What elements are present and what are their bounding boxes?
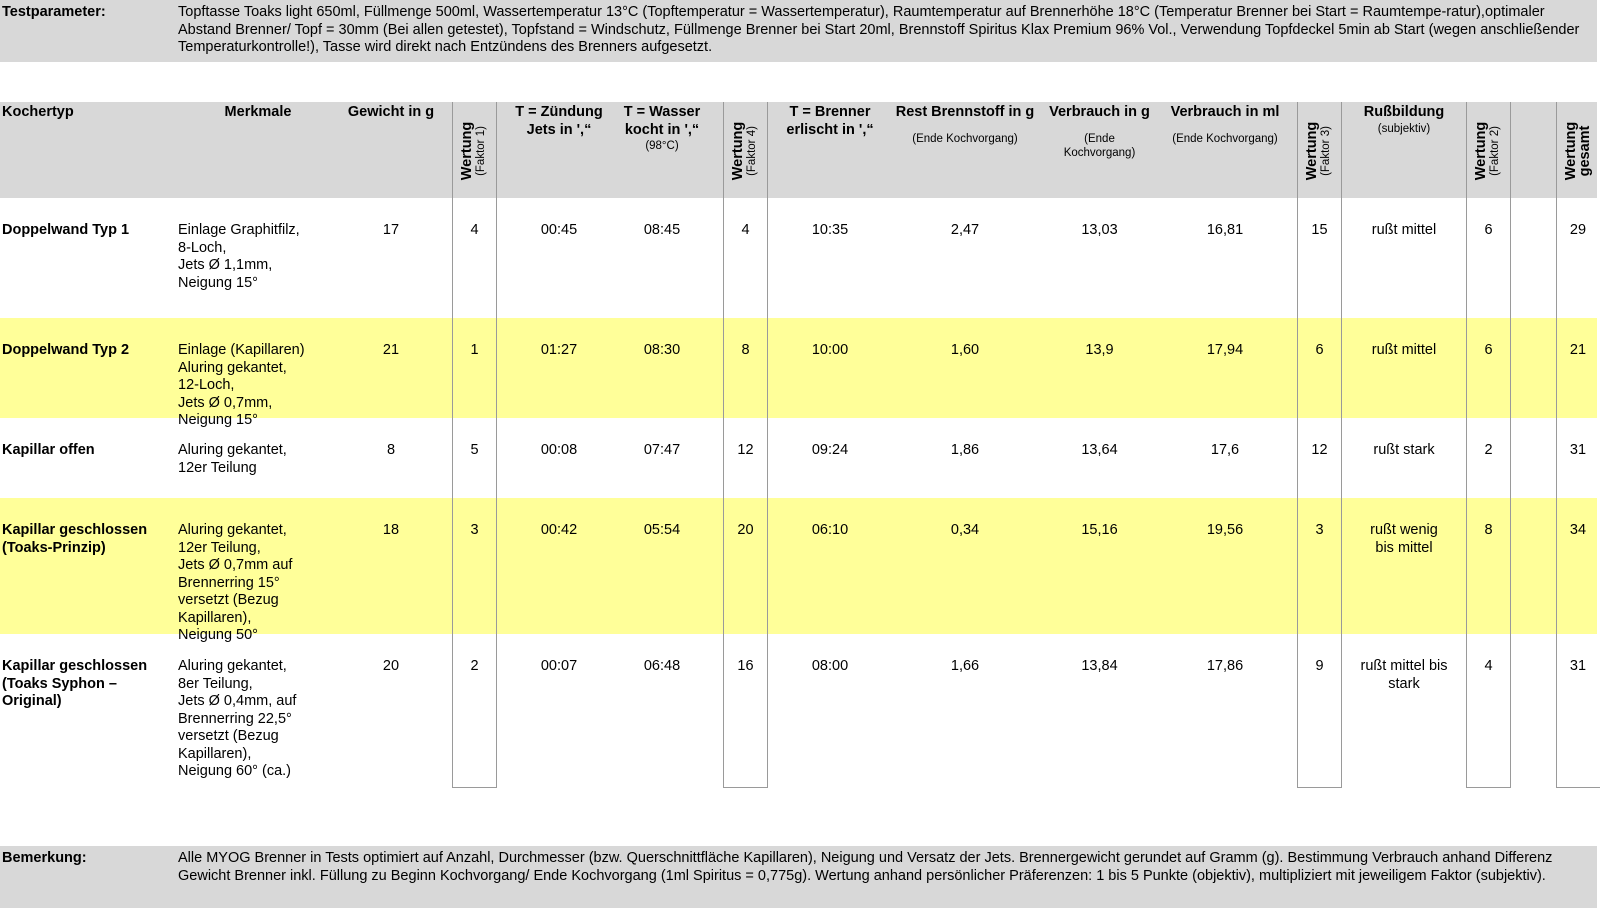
erlischt-cell: 06:10 [811, 522, 849, 538]
wertung-f1-cell: 1 [470, 342, 479, 358]
gewicht-cell: 21 [382, 342, 400, 358]
wertung-f3-cell: 3 [1315, 522, 1324, 538]
rest-cell: 1,60 [950, 342, 980, 358]
verbrauch-ml-cell: 17,94 [1206, 342, 1244, 358]
wertung-factor: (Faktor 2) [1489, 126, 1501, 176]
header-rest [895, 104, 1035, 146]
header-wertung-f4 [723, 101, 767, 201]
rest-cell: 1,86 [950, 442, 980, 458]
wertung-gesamt-cell: 31 [1569, 442, 1587, 458]
zuendung-cell: 00:45 [540, 222, 578, 238]
rest-cell: 2,47 [950, 222, 980, 238]
wertung-f3-cell: 12 [1311, 442, 1328, 458]
features-cell: Aluring gekantet, 12er Teilung [178, 442, 287, 476]
header-wasser [612, 104, 712, 153]
russ-cell: rußt mittel bis stark [1360, 658, 1448, 692]
test-parameters-label: Testparameter: [2, 4, 106, 20]
wertung-gesamt-cell: 21 [1569, 342, 1587, 358]
header-erlischt: T = Brenner erlischt in ',“ [786, 104, 874, 138]
zuendung-cell: 00:07 [540, 658, 578, 674]
verbrauch-g-cell: 13,9 [1085, 342, 1114, 358]
wertung-f1-cell: 3 [470, 522, 479, 538]
zuendung-cell: 00:42 [540, 522, 578, 538]
verbrauch-ml-cell: 16,81 [1206, 222, 1244, 238]
wertung-gesamt-label: gesamt [1577, 125, 1593, 177]
wertung-f4-cell: 12 [737, 442, 754, 458]
header-wasser-sub: (98°C) [645, 140, 679, 152]
gewicht-cell: 20 [382, 658, 400, 674]
zuendung-cell: 00:08 [540, 442, 578, 458]
stove-type-cell: Kapillar geschlossen (Toaks Syphon – Original) [2, 658, 148, 709]
wertung-gesamt-cell: 31 [1569, 658, 1587, 674]
verbrauch-ml-cell: 19,56 [1206, 522, 1244, 538]
wertung-factor: (Faktor 1) [475, 126, 487, 176]
header-wertung-f2 [1466, 101, 1510, 201]
wertung-f3-cell: 15 [1311, 222, 1328, 238]
wertung-f2-cell: 6 [1484, 222, 1493, 238]
verbrauch-ml-cell: 17,6 [1210, 442, 1240, 458]
header-rest-text: Rest Brennstoff in g [895, 104, 1035, 120]
rest-cell: 0,34 [950, 522, 980, 538]
wertung-f3-cell: 9 [1315, 658, 1324, 674]
wertung-f4-cell: 4 [741, 222, 750, 238]
russ-cell: rußt mittel [1371, 342, 1437, 358]
wertung-f2-cell: 2 [1484, 442, 1493, 458]
wasser-cell: 06:48 [643, 658, 681, 674]
remark-band [0, 846, 1597, 908]
wertung-gesamt-cell: 29 [1569, 222, 1587, 238]
wasser-cell: 05:54 [643, 522, 681, 538]
erlischt-cell: 10:00 [811, 342, 849, 358]
features-cell: Einlage Graphitfilz, 8-Loch, Jets Ø 1,1mm, Neigung 15° [178, 222, 300, 291]
header-kochertyp: Kochertyp [2, 104, 74, 120]
header-zuendung: T = Zündung Jets in ',“ [515, 104, 603, 138]
wertung-f4-cell: 8 [741, 342, 750, 358]
wertung-f4-cell: 16 [737, 658, 754, 674]
header-russ-text: Rußbildung [1363, 104, 1445, 120]
verbrauch-ml-cell: 17,86 [1206, 658, 1244, 674]
erlischt-cell: 10:35 [811, 222, 849, 238]
wertung-factor: (Faktor 4) [746, 126, 758, 176]
erlischt-cell: 08:00 [811, 658, 849, 674]
wertung-f3-cell: 6 [1315, 342, 1324, 358]
header-verbrauch-ml-text: Verbrauch in ml [1170, 104, 1280, 120]
zuendung-cell: 01:27 [540, 342, 578, 358]
verbrauch-g-cell: 15,16 [1081, 522, 1118, 538]
header-verbrauch-g-sub: (Ende Kochvorgang) [1063, 132, 1136, 159]
gewicht-cell: 18 [382, 522, 400, 538]
wertung-label: Wertung [1304, 121, 1320, 181]
wertung-f1-cell: 5 [470, 442, 479, 458]
header-wasser-text: T = Wasser kocht in ',“ [623, 104, 701, 138]
test-parameters-band [0, 0, 1597, 62]
header-wertung-f1 [452, 101, 496, 201]
wertung-label: Wertung [730, 121, 746, 181]
wertung-label: Wertung [1473, 121, 1489, 181]
stove-type-cell: Kapillar geschlossen (Toaks-Prinzip) [2, 522, 148, 556]
rest-cell: 1,66 [950, 658, 980, 674]
features-cell: Einlage (Kapillaren) Aluring gekantet, 12-Loch, Jets Ø 0,7mm, Neigung 15° [178, 342, 305, 428]
header-wertung-gesamt [1556, 101, 1600, 201]
wasser-cell: 08:30 [643, 342, 681, 358]
gewicht-cell: 8 [386, 442, 396, 458]
header-wertung-f3 [1297, 101, 1341, 201]
wertung-gesamt-cell: 34 [1569, 522, 1587, 538]
features-cell: Aluring gekantet, 12er Teilung, Jets Ø 0,7mm auf Brennerring 15° versetzt (Bezug Kapillaren), Neigung 50° [178, 522, 293, 643]
header-rest-sub: (Ende Kochvorgang) [912, 132, 1018, 145]
header-russ [1345, 104, 1463, 136]
russ-cell: rußt wenig bis mittel [1370, 522, 1438, 556]
header-verbrauch-ml [1160, 104, 1290, 146]
wasser-cell: 08:45 [643, 222, 681, 238]
stove-type-cell: Doppelwand Typ 1 [2, 222, 130, 238]
gewicht-cell: 17 [382, 222, 400, 238]
features-cell: Aluring gekantet, 8er Teilung, Jets Ø 0,4mm, auf Brennerring 22,5° versetzt (Bezug Kapillaren), Neigung 60° (ca.) [178, 658, 297, 779]
wertung-f2-cell: 4 [1484, 658, 1493, 674]
erlischt-cell: 09:24 [811, 442, 849, 458]
header-russ-sub: (subjektiv) [1377, 122, 1431, 135]
verbrauch-g-cell: 13,84 [1081, 658, 1118, 674]
header-gewicht: Gewicht in g [347, 104, 435, 120]
header-merkmale: Merkmale [224, 104, 292, 120]
wasser-cell: 07:47 [643, 442, 681, 458]
remark-label: Bemerkung: [2, 850, 87, 866]
russ-cell: rußt stark [1373, 442, 1435, 458]
wertung-f2-cell: 8 [1484, 522, 1493, 538]
verbrauch-g-cell: 13,64 [1081, 442, 1118, 458]
wertung-f4-cell: 20 [737, 522, 754, 538]
header-verbrauch-g-text: Verbrauch in g [1049, 104, 1150, 120]
header-verbrauch-ml-sub: (Ende Kochvorgang) [1172, 132, 1278, 145]
stove-type-cell: Doppelwand Typ 2 [2, 342, 130, 358]
russ-cell: rußt mittel [1371, 222, 1437, 238]
test-parameters-text: Topftasse Toaks light 650ml, Füllmenge 500ml, Wassertemperatur 13°C (Topftemperatur = Wassertemperatur), Raumtemperatur auf Brennerhöhe 18°C (Temperatur Brenner bei Start = Raumtempe-ratur),optimaler Abstand Brenner/ Topf = 30mm (Bei allen getestet), Topfstand = Windschutz, Füllmenge Brenner bei Start 20ml, Brennstoff Spiritus Klax Premium 96% Vol., Verwendung Topfdeckel 5min ab Start (wegen anschließender Temperaturkontrolle!), Tasse wird direkt nach Entzündens des Brenners aufgesetzt. [178, 4, 1580, 55]
wertung-label: Wertung [1563, 121, 1579, 181]
wertung-f1-cell: 2 [470, 658, 479, 674]
verbrauch-g-cell: 13,03 [1081, 222, 1118, 238]
wertung-f2-cell: 6 [1484, 342, 1493, 358]
remark-text: Alle MYOG Brenner in Tests optimiert auf Anzahl, Durchmesser (bzw. Querschnittfläche Kapillaren), Neigung und Versatz der Jets. Brennergewicht gerundet auf Gramm (g). Bestimmung Verbrauch anhand Differenz Gewicht Brenner inkl. Füllung zu Beginn Kochvorgang/ Ende Kochvorgang (1ml Spiritus = 0,775g). Wertung anhand persönlicher Präferenzen: 1 bis 5 Punkte (objektiv), multipliziert mit jeweiligem Faktor (subjektiv). [178, 850, 1553, 884]
wertung-factor: (Faktor 3) [1320, 126, 1332, 176]
wertung-f1-cell: 4 [470, 222, 479, 238]
wertung-label: Wertung [459, 121, 475, 181]
stove-type-cell: Kapillar offen [2, 442, 95, 458]
header-verbrauch-g [1042, 104, 1157, 160]
